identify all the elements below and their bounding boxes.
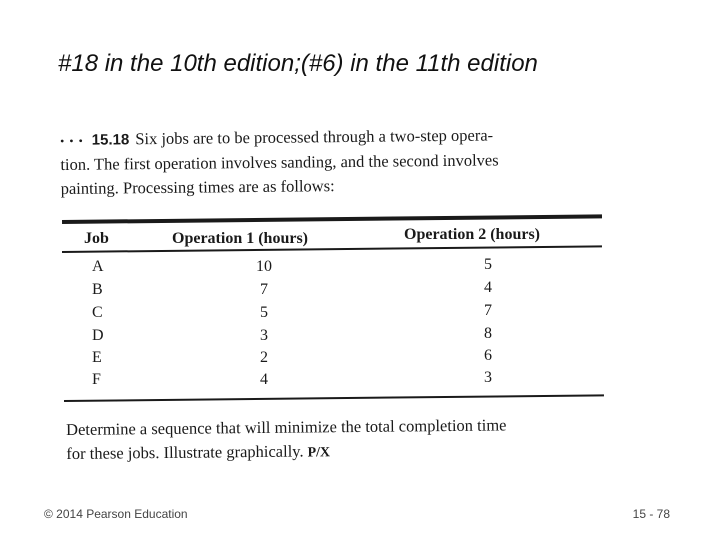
cell-job: A xyxy=(92,258,104,275)
cell-operation-1: 2 xyxy=(260,349,268,366)
problem-statement xyxy=(60,122,609,201)
header-operation-2: Operation 2 (hours) xyxy=(404,226,540,243)
cell-job: F xyxy=(92,371,101,388)
cell-operation-2: 8 xyxy=(484,325,492,342)
header-operation-1: Operation 1 (hours) xyxy=(172,230,308,247)
cell-operation-2: 3 xyxy=(484,369,492,386)
cell-operation-2: 7 xyxy=(484,302,492,319)
slide-title: #18 in the 10th edition;(#6) in the 11th edition xyxy=(58,50,538,77)
table-row xyxy=(56,304,616,326)
table-bottom-rule xyxy=(64,394,604,402)
cell-operation-2: 5 xyxy=(484,256,492,273)
problem-mark-icon: P/X xyxy=(307,445,331,461)
cell-job: C xyxy=(92,304,103,321)
problem-text-line-2: tion. The first operation involves sanding, and the second involves xyxy=(60,150,499,174)
problem-number: 15.18 xyxy=(91,131,130,149)
cell-job: D xyxy=(92,327,104,344)
cell-operation-1: 10 xyxy=(256,258,272,275)
table-row xyxy=(56,371,616,393)
table-row xyxy=(56,281,616,303)
question-text xyxy=(66,412,616,468)
table-row xyxy=(56,258,616,280)
table-header-rule xyxy=(62,245,602,252)
header-job: Job xyxy=(84,230,109,247)
problem-text-line-3: painting. Processing times are as follows: xyxy=(60,176,335,198)
table-row xyxy=(56,327,616,349)
cell-operation-1: 4 xyxy=(260,371,268,388)
question-line-2: for these jobs. Illustrate graphically. xyxy=(66,441,304,463)
footer-page-number: 15 - 78 xyxy=(632,507,670,521)
scanned-textbook-excerpt xyxy=(56,120,616,482)
cell-job: E xyxy=(92,349,102,366)
table-top-rule xyxy=(62,214,602,224)
cell-job: B xyxy=(92,281,103,298)
problem-text-line-1: Six jobs are to be processed through a two-step opera- xyxy=(135,125,494,149)
cell-operation-1: 7 xyxy=(260,281,268,298)
cell-operation-2: 4 xyxy=(484,279,492,296)
footer-copyright: © 2014 Pearson Education xyxy=(44,507,188,521)
question-line-1: Determine a sequence that will minimize the total completion time xyxy=(66,415,507,439)
cell-operation-1: 5 xyxy=(260,304,268,321)
cell-operation-1: 3 xyxy=(260,327,268,344)
problem-dots: • • • xyxy=(60,133,84,148)
cell-operation-2: 6 xyxy=(484,347,492,364)
table-row xyxy=(56,349,616,371)
